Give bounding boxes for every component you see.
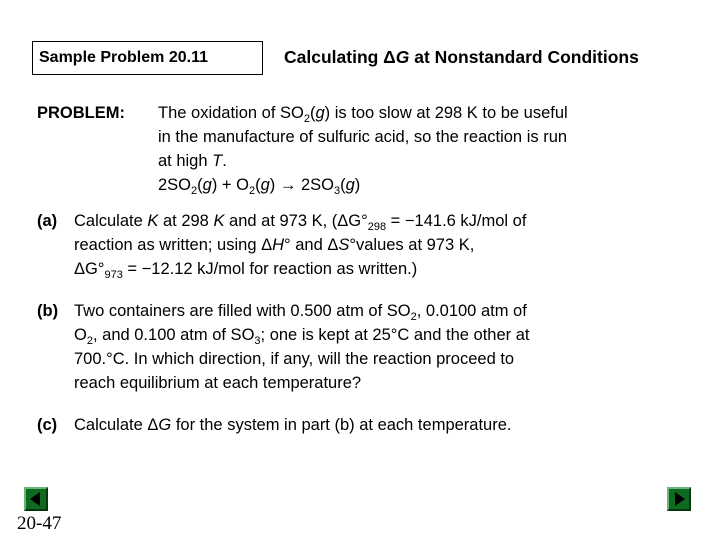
sample-problem-label bbox=[32, 41, 263, 75]
next-slide-button[interactable] bbox=[667, 487, 691, 511]
slide-number: 20-47 bbox=[17, 513, 62, 534]
triangle-right-icon bbox=[669, 489, 689, 509]
part-b-line-3: 700.°C. In which direction, if any, will the reaction proceed to bbox=[74, 350, 515, 368]
part-a-label: (a) bbox=[37, 212, 58, 230]
problem-title: Calculating ΔG at Nonstandard Conditions bbox=[284, 47, 639, 67]
part-b-line-4: reach equilibrium at each temperature? bbox=[74, 374, 362, 392]
previous-slide-button[interactable] bbox=[24, 487, 48, 511]
problem-line-1: The oxidation of $SO_2(g)$ is too slow at 298 K to be useful bbox=[158, 104, 568, 125]
part-b-line-1: Two containers are filled with 0.500 atm of $SO_2$, 0.0100 atm of bbox=[74, 302, 527, 323]
part-a-line-1: Calculate K at 298 K and at 973 K, ($\Delta G^\circ_{298} = -141.6$ kJ/mol of bbox=[74, 212, 527, 233]
part-c-line-1: Calculate ΔG for the system in part (b) at each temperature. bbox=[74, 416, 512, 434]
part-b-label: (b) bbox=[37, 302, 59, 320]
triangle-left-icon bbox=[26, 489, 46, 509]
part-a-line-2: reaction as written; using ΔH° and ΔS°values at 973 K, bbox=[74, 236, 475, 254]
part-a-line-3: $\Delta G^\circ_{973} = -12.12$ kJ/mol for reaction as written.) bbox=[74, 260, 418, 281]
reaction-equation: $2SO_2(g) + O_2(g) \to 2SO_3(g)$ bbox=[158, 176, 361, 197]
problem-line-3: at high T. bbox=[158, 152, 227, 170]
part-b-line-2: $O_2$, and 0.100 atm of $SO_3$; one is kept at 25°C and the other at bbox=[74, 326, 530, 347]
sample-problem-label-text: Sample Problem 20.11 bbox=[39, 49, 208, 66]
problem-line-2: in the manufacture of sulfuric acid, so the reaction is run bbox=[158, 128, 568, 146]
problem-label: PROBLEM: bbox=[37, 104, 125, 122]
part-c-label: (c) bbox=[37, 416, 58, 434]
